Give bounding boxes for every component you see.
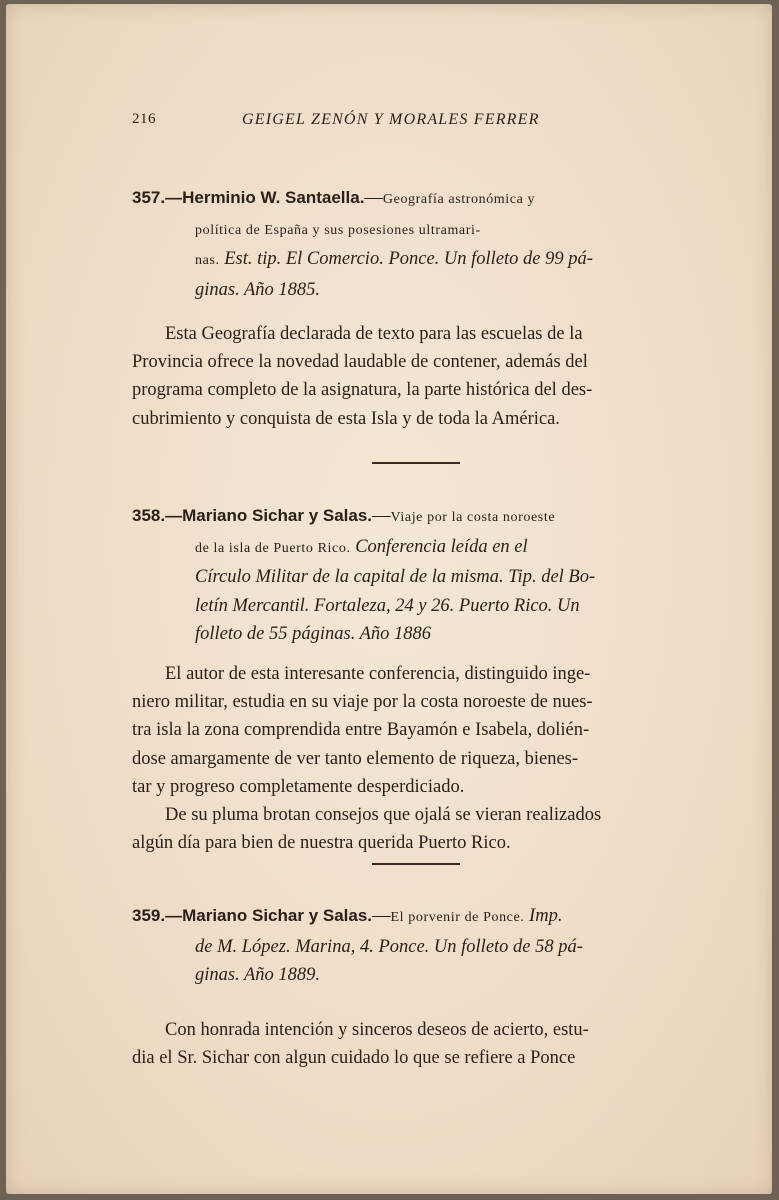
entry-author: Mariano Sichar y Salas. [182, 506, 373, 525]
entry-imprint: Conferencia leída en el [350, 536, 528, 557]
running-title: GEIGEL ZENÓN Y MORALES FERRER [242, 111, 540, 128]
entry-imprint: letín Mercantil. Fortaleza, 24 y 26. Puerto Rico. Un [195, 595, 580, 616]
text-line: cubrimiento y conquista de esta Isla y de toda la América. [132, 408, 560, 429]
entry-dash: — [372, 506, 391, 526]
section-divider [372, 462, 460, 464]
entry-line [132, 184, 714, 215]
entry-359-description [132, 1016, 714, 1072]
section-divider [372, 863, 460, 865]
entry-imprint: ginas. Año 1885. [195, 279, 321, 300]
text-line: algún día para bien de nuestra querida Puerto Rico. [132, 833, 511, 854]
entry-title: de la isla de Puerto Rico. [195, 540, 351, 556]
entry-line [132, 502, 714, 533]
entry-357-heading [132, 184, 714, 304]
entry-357-description [132, 320, 714, 433]
text-line: dose amargamente de ver tanto elemento de riqueza, bienes- [132, 748, 579, 769]
entry-title: Geografía astronómica y [382, 192, 536, 207]
entry-number: 359.— [132, 906, 183, 925]
text-line: tar y progreso completamente desperdiciado. [132, 776, 465, 797]
entry-title: El porvenir de Ponce. [390, 910, 525, 925]
entry-imprint: folleto de 55 páginas. Año 1886 [195, 624, 432, 645]
text-line: tra isla la zona comprendida entre Bayamón e Isabela, dolién- [132, 720, 590, 741]
entry-author: Herminio W. Santaella. [182, 188, 365, 207]
text-line: programa completo de la asignatura, la parte histórica del des- [132, 380, 593, 401]
entry-line [132, 620, 714, 649]
text-line: Esta Geografía declarada de texto para las escuelas de la [165, 324, 583, 344]
entry-line [132, 533, 714, 564]
entry-line [132, 276, 714, 305]
entry-line [132, 592, 714, 621]
entry-line [132, 933, 714, 962]
entry-line [132, 961, 714, 990]
text-line: El autor de esta interesante conferencia, distinguido inge- [165, 664, 591, 684]
entry-358-description [132, 660, 714, 857]
text-line: niero militar, estudia en su viaje por la costa noroeste de nues- [132, 692, 593, 713]
entry-dash: — [372, 906, 391, 926]
text-line: De su pluma brotan consejos que ojalá se vieran realizados [165, 805, 602, 826]
entry-imprint: ginas. Año 1889. [195, 965, 321, 986]
entry-358-heading [132, 502, 714, 649]
entry-imprint: Círculo Militar de la capital de la misma. Tip. del Bo- [195, 567, 596, 588]
entry-line [132, 215, 714, 246]
entry-title: política de España y sus posesiones ultramari- [195, 222, 481, 238]
entry-imprint: Est. tip. El Comercio. Ponce. Un folleto de 99 pá- [219, 249, 593, 270]
entry-imprint: de M. López. Marina, 4. Ponce. Un folleto de 58 pá- [195, 936, 583, 957]
page-number: 216 [132, 111, 156, 127]
entry-line [132, 902, 714, 933]
entry-title: Viaje por la costa noroeste [390, 510, 556, 525]
text-line: Provincia ofrece la novedad laudable de contener, además del [132, 352, 588, 373]
entry-number: 358.— [132, 506, 183, 525]
entry-imprint: Imp. [524, 906, 563, 926]
book-page [6, 4, 772, 1194]
entry-author: Mariano Sichar y Salas. [182, 906, 373, 925]
text-line: Con honrada intención y sinceros deseos de acierto, estu- [165, 1020, 589, 1040]
entry-dash: — [364, 188, 383, 208]
entry-number: 357.— [132, 188, 183, 207]
entry-line [132, 563, 714, 592]
text-line: dia el Sr. Sichar con algun cuidado lo que se refiere a Ponce [132, 1048, 576, 1069]
entry-line [132, 245, 714, 276]
entry-title: nas. [195, 253, 220, 269]
entry-359-heading [132, 902, 714, 990]
